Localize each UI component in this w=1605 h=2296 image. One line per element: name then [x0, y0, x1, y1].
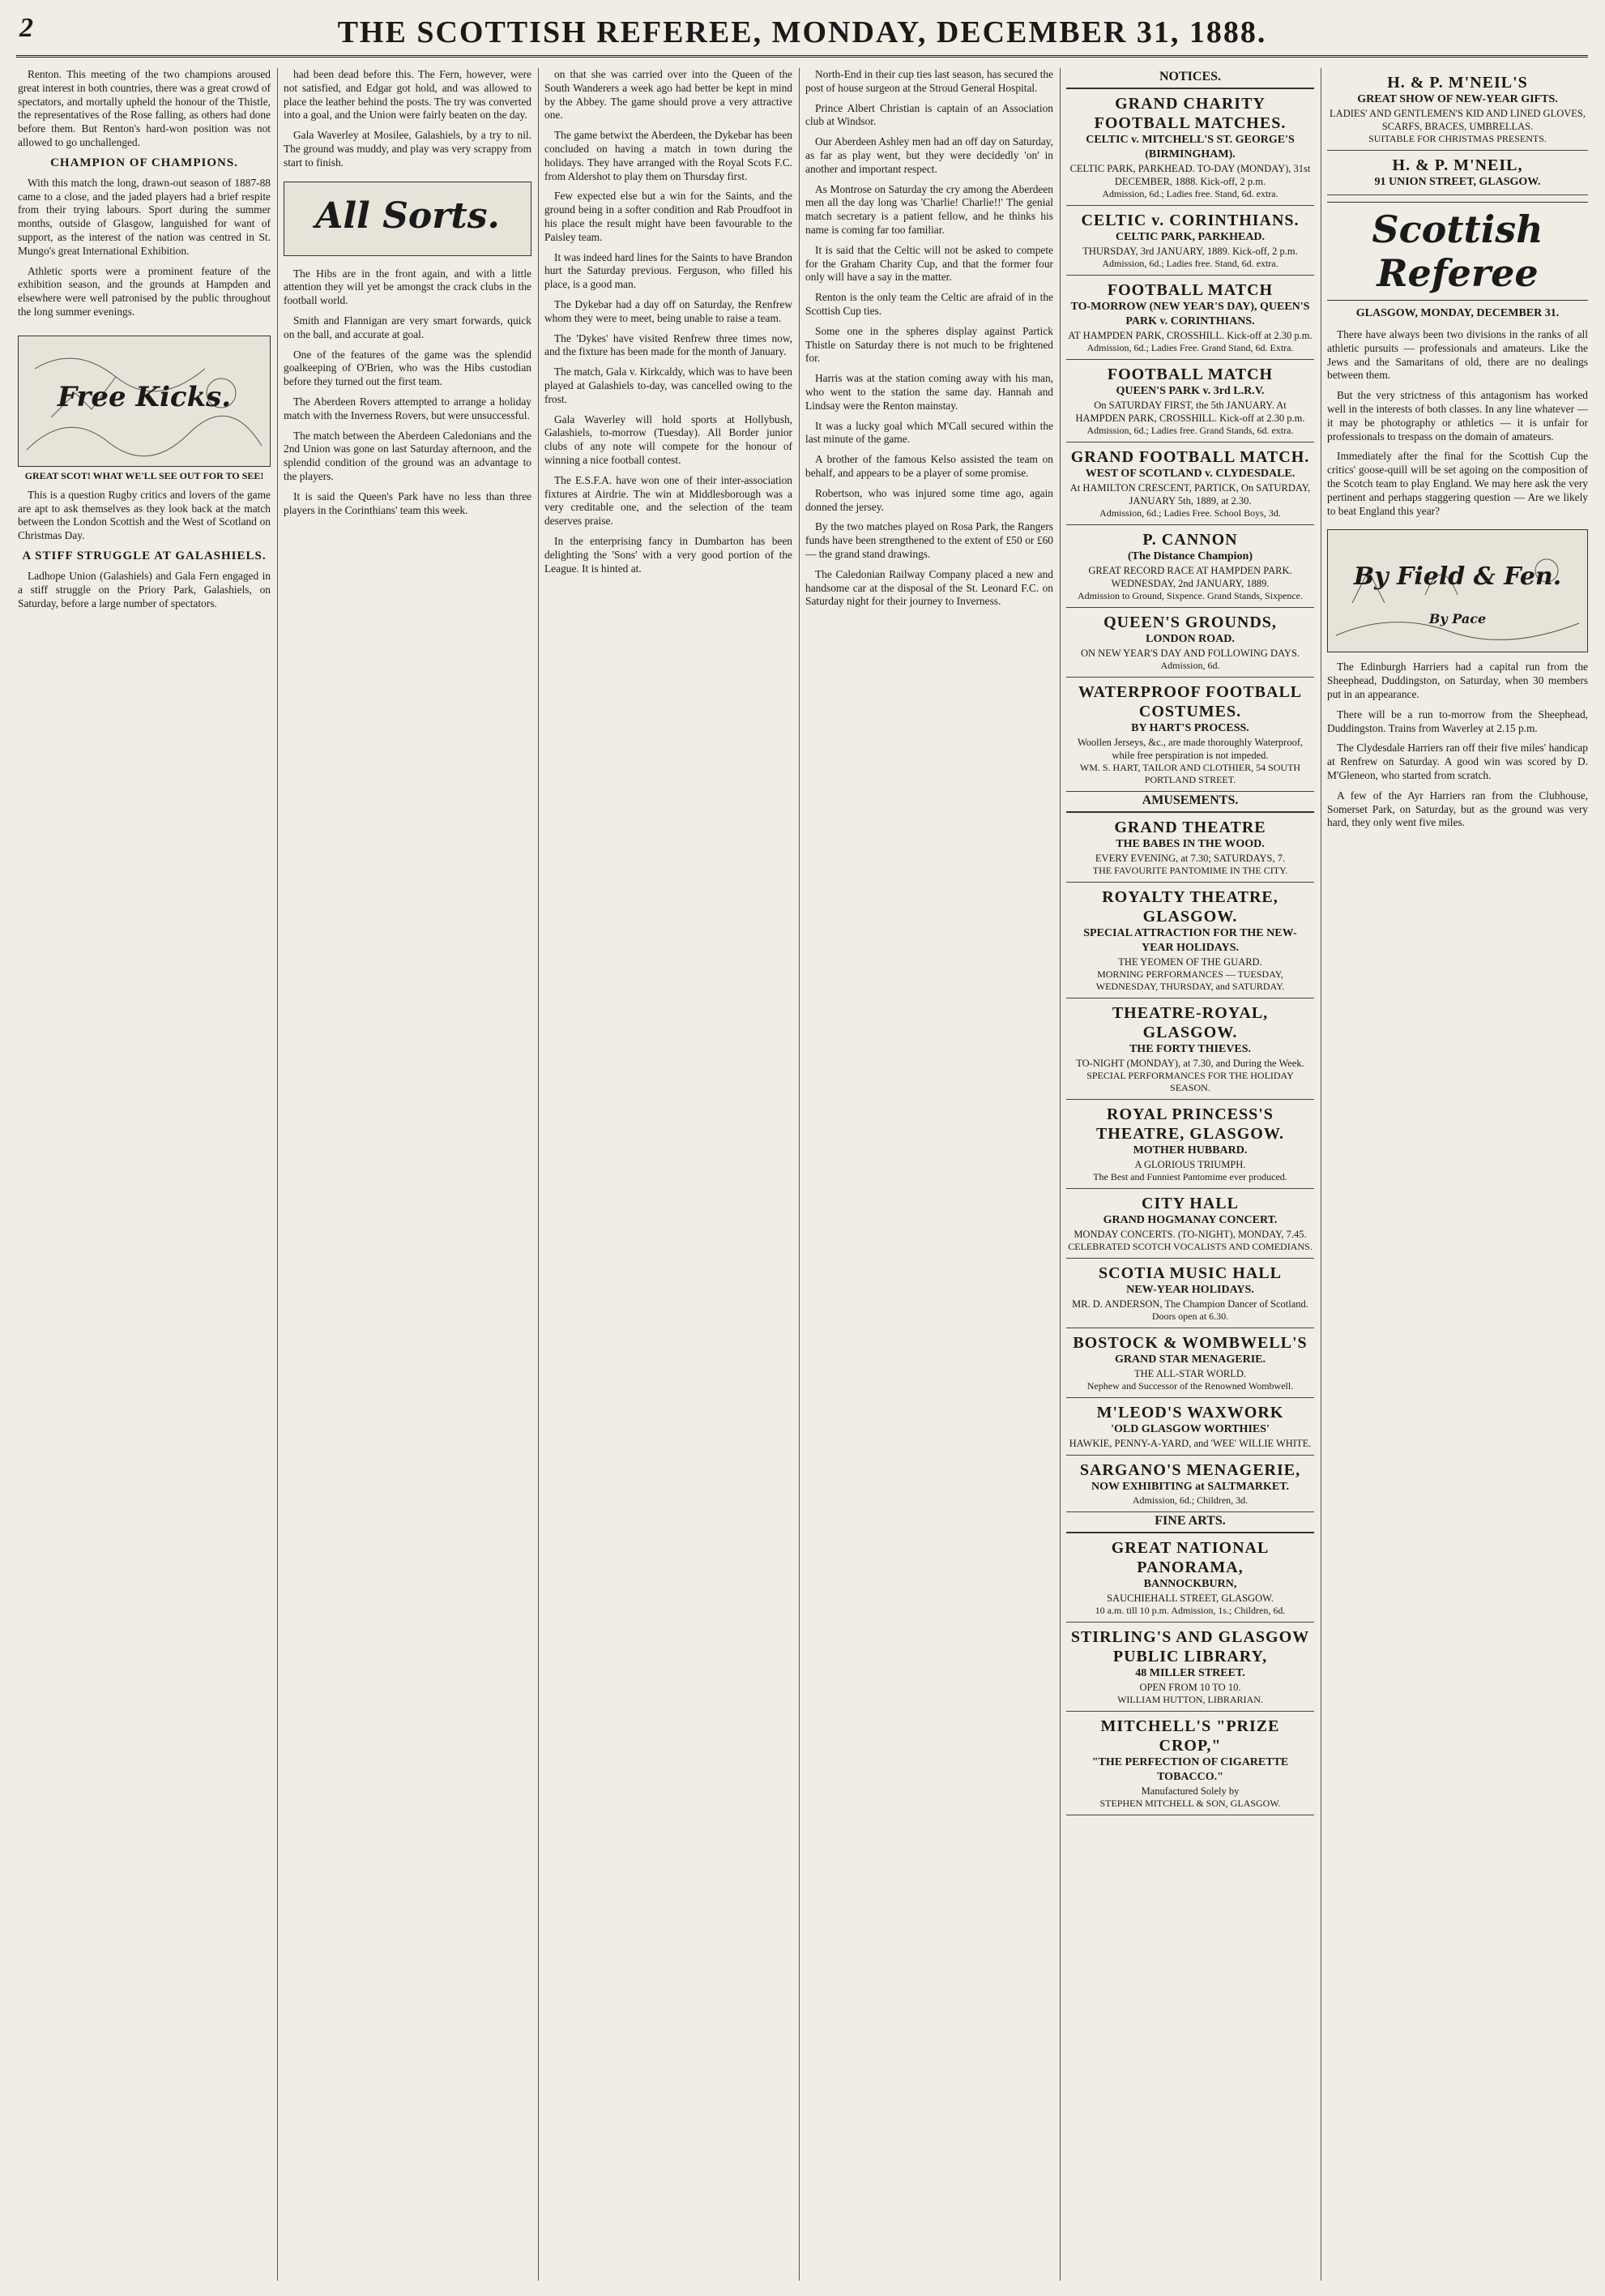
page-number: 2	[19, 13, 33, 43]
column-rule	[277, 68, 278, 2281]
article-paragraph: The Dykebar had a day off on Saturday, the Renfrew whom they were to meet, being unable to raise a team.	[544, 297, 792, 324]
ad-line-t3: Woollen Jerseys, &c., are made thoroughly Waterproof, while free perspiration is not impeded.	[1077, 737, 1304, 761]
advertisement	[1066, 206, 1314, 276]
ad-line-t2: 48 MILLER STREET.	[1135, 1667, 1245, 1679]
column-1	[18, 68, 271, 2281]
article-paragraph: This is a question Rugby critics and lovers of the game are apt to ask themselves as they look back at the match between the London Scottish and the West of Scotland on Christmas Day.	[18, 488, 271, 542]
article-paragraph: In the enterprising fancy in Dumbarton has been delighting the 'Sons' with a very good portion of the League. It is hinted at.	[544, 534, 792, 575]
advertisement	[1066, 883, 1314, 998]
ad-line-t2: GREAT SHOW OF NEW-YEAR GIFTS.	[1357, 93, 1558, 105]
article-paragraph: had been dead before this. The Fern, however, were not satisfied, and Edgar got hold, and was allowed to place the leather behind the posts. The try was converted into a goal, and the Union were fairly beaten on the day.	[284, 68, 531, 122]
ad-line-t1: FOOTBALL MATCH	[1107, 366, 1274, 383]
advertisement	[1066, 1259, 1314, 1328]
article-paragraph: By the two matches played on Rosa Park, the Rangers funds have been strengthened to the extent of £50 or £60 — the grand stand drawings.	[805, 520, 1053, 560]
ad-line-t4: WM. S. HART, TAILOR AND CLOTHIER, 54 SOUTH PORTLAND STREET.	[1079, 762, 1301, 785]
ad-line-t3: MONDAY CONCERTS. (TO-NIGHT), MONDAY, 7.45.	[1074, 1229, 1307, 1240]
article-paragraph: There will be a run to-morrow from the Sheephead, Duddingston. Trains from Waverley at 2.15 p.m.	[1327, 708, 1588, 734]
article-paragraph: Harris was at the station coming away with his man, who went to the station the same day. Hannah and Lindsay were the Renton mainstay.	[805, 372, 1053, 412]
advertisement	[1066, 608, 1314, 678]
article-paragraph: on that she was carried over into the Queen of the South Wanderers a week ago had better be kept in mind by the Abbey. The game should prove a very attractive one.	[544, 68, 792, 122]
advertisement	[1066, 1712, 1314, 1815]
article-paragraph: Ladhope Union (Galashiels) and Gala Fern engaged in a stiff struggle on the Priory Park, Galashiels, on Saturday, before a large number of spectators.	[18, 569, 271, 609]
fine-arts-list	[1066, 1533, 1314, 1815]
ad-line-t1: SCOTIA MUSIC HALL	[1099, 1264, 1282, 1282]
ad-line-t4: Admission, 6d.; Ladies Free. School Boys, 3d.	[1099, 507, 1281, 519]
leader-dateline: GLASGOW, MONDAY, DECEMBER 31.	[1355, 307, 1560, 319]
column-3	[544, 68, 792, 2281]
scottish-referee-brand: Scottish Referee	[1327, 202, 1588, 301]
article-paragraph: The 'Dykes' have visited Renfrew three times now, and the fixture has been made for the month of January.	[544, 331, 792, 358]
ad-line-t4: Admission, 6d.; Ladies free. Grand Stands, 6d. extra.	[1086, 425, 1294, 436]
article-subhead: A STIFF STRUGGLE AT GALASHIELS.	[22, 549, 267, 562]
masthead	[16, 10, 1588, 58]
illustration-caption: GREAT SCOT! WHAT WE'LL SEE OUT FOR TO SEE!	[24, 469, 264, 481]
ad-line-t4: WILLIAM HUTTON, LIBRARIAN.	[1117, 1694, 1263, 1705]
masthead-title: THE SCOTTISH REFEREE, MONDAY, DECEMBER 31, 1888.	[337, 15, 1267, 49]
column-2	[284, 68, 531, 2281]
ad-line-t2: GRAND STAR MENAGERIE.	[1114, 1353, 1266, 1366]
advertisement	[1066, 89, 1314, 206]
column-4	[805, 68, 1053, 2281]
ad-line-t1: GRAND FOOTBALL MATCH.	[1070, 448, 1310, 466]
ad-line-t3: MR. D. ANDERSON, The Champion Dancer of Scotland.	[1072, 1298, 1308, 1310]
ad-line-t3: LADIES' AND GENTLEMEN'S KID AND LINED GLOVES, SCARFS, BRACES, UMBRELLAS.	[1330, 108, 1586, 132]
article-paragraph: Gala Waverley will hold sports at Hollybush, Galashiels, to-morrow (Tuesday). All Border junior clubs of any note will compete for the honour of winning a nice football contest.	[544, 413, 792, 466]
advertisement	[1327, 151, 1588, 195]
ad-line-t1: ROYAL PRINCESS'S THEATRE, GLASGOW.	[1095, 1105, 1285, 1143]
ad-line-t1: QUEEN'S GROUNDS,	[1103, 614, 1277, 631]
advertisement	[1066, 1328, 1314, 1398]
article-paragraph: Some one in the spheres display against Partick Thistle on Saturday there is not much to be frightened for.	[805, 324, 1053, 365]
advertisement	[1066, 1533, 1314, 1623]
column-5-notices	[1066, 68, 1314, 2281]
ad-line-t2: "THE PERFECTION OF CIGARETTE TOBACCO."	[1091, 1756, 1289, 1783]
article-paragraph: It was a lucky goal which M'Call secured within the last minute of the game.	[805, 419, 1053, 446]
ad-line-t3: GREAT RECORD RACE AT HAMPDEN PARK. WEDNESDAY, 2nd JANUARY, 1889.	[1088, 565, 1292, 589]
article-paragraph: Robertson, who was injured some time ago, again donned the jersey.	[805, 486, 1053, 513]
ad-line-t1: SARGANO'S MENAGERIE,	[1079, 1461, 1301, 1479]
leader-paragraph: There have always been two divisions in the ranks of all athletic pursuits — professionals and amateurs. Like the Jews and the Samaritans of old, there are no dealings between them.	[1327, 328, 1588, 382]
ad-line-t3: SAUCHIEHALL STREET, GLASGOW.	[1107, 1593, 1274, 1604]
notices-list	[1066, 89, 1314, 792]
article-paragraph: With this match the long, drawn-out season of 1887-88 came to a close, and the jaded players had a brief respite from their trying labours. Sport during the summer months, outside of Glasgow, languished for want of support, as the interest of the nation was centred in St. Mungo's great International Exhibition.	[18, 176, 271, 257]
ad-line-t1: M'LEOD'S WAXWORK	[1096, 1404, 1284, 1422]
article-paragraph: Few expected else but a win for the Saints, and the ground being in a softer condition and Rab Proudfoot in his place the result might have been favourable to the Paisley team.	[544, 190, 792, 243]
ad-line-t2: 'OLD GLASGOW WORTHIES'	[1111, 1423, 1270, 1435]
article-paragraph: The match between the Aberdeen Caledonians and the 2nd Union was gone on last Saturday afternoon, and the splendid condition of the ground was an advantage to the players.	[284, 429, 531, 482]
article-paragraph: Smith and Flannigan are very smart forwards, quick on the ball, and accurate at goal.	[284, 314, 531, 340]
ad-line-t1: GREAT NATIONAL PANORAMA,	[1111, 1539, 1270, 1576]
ad-line-t4: Admission, 6d.; Ladies Free. Grand Stand, 6d. Extra.	[1086, 342, 1294, 353]
article-paragraph: Renton is the only team the Celtic are afraid of in the Scottish Cup ties.	[805, 291, 1053, 317]
ad-line-t3: CELTIC PARK, PARKHEAD. TO-DAY (MONDAY), 31st DECEMBER, 1888. Kick-off, 2 p.m.	[1069, 163, 1311, 187]
article-paragraph: Athletic sports were a prominent feature of the exhibition season, and the grounds at Hampden and elsewhere were well patronised by the public throughout the long summer evenings.	[18, 264, 271, 318]
ad-line-t2: (The Distance Champion)	[1127, 550, 1253, 562]
ad-line-t2: NEW-YEAR HOLIDAYS.	[1126, 1284, 1254, 1296]
article-paragraph: It was indeed hard lines for the Saints to have Brandon hurt the Saturday previous. Ferguson, who filled his place, is a good man.	[544, 250, 792, 291]
section-title: All Sorts.	[315, 195, 500, 237]
advertisement	[1066, 1189, 1314, 1259]
ad-line-t4: CELEBRATED SCOTCH VOCALISTS AND COMEDIANS.	[1068, 1241, 1313, 1252]
advertisement	[1066, 1398, 1314, 1456]
article-paragraph: The Hibs are in the front again, and with a little attention they will yet be amongst the crack clubs in the football world.	[284, 267, 531, 307]
article-paragraph: Our Aberdeen Ashley men had an off day on Saturday, as far as play went, but they were decidedly 'on' in another and important respect.	[805, 135, 1053, 175]
ad-line-t2: WEST OF SCOTLAND v. CLYDESDALE.	[1085, 468, 1296, 480]
ad-line-t4: Nephew and Successor of the Renowned Wombwell.	[1086, 1380, 1294, 1392]
ad-line-t1: P. CANNON	[1142, 531, 1238, 549]
ad-line-t3: A GLORIOUS TRIUMPH.	[1134, 1159, 1246, 1170]
article-paragraph: One of the features of the game was the splendid goalkeeping of O'Brien, who was the Hibs custodian before they turned out the first team.	[284, 348, 531, 388]
article-paragraph: North-End in their cup ties last season, has secured the post of house surgeon at the Stroud General Hospital.	[805, 68, 1053, 94]
article-paragraph: A brother of the famous Kelso assisted the team on behalf, and appears to be a player of some promise.	[805, 453, 1053, 479]
illustration-title: By Field & Fen.	[1353, 562, 1562, 592]
field-and-fen-illustration	[1327, 529, 1588, 652]
article-paragraph: A few of the Ayr Harriers ran from the Clubhouse, Somerset Park, on Saturday, but as the ground was very hard, they only went five miles.	[1327, 789, 1588, 829]
ad-line-t3: HAWKIE, PENNY-A-YARD, and 'WEE' WILLIE WHITE.	[1069, 1438, 1312, 1449]
advertisement	[1066, 443, 1314, 525]
ad-line-t4: Admission, 6d.	[1160, 660, 1220, 671]
ad-line-t2: TO-MORROW (NEW YEAR'S DAY), QUEEN'S PARK v. CORINTHIANS.	[1070, 301, 1310, 327]
ad-line-t4: Admission, 6d.; Ladies free. Stand, 6d. extra.	[1102, 258, 1278, 269]
article-paragraph: The Edinburgh Harriers had a capital run from the Sheephead, Duddingston, on Saturday, when 30 members put in an appearance.	[1327, 661, 1588, 700]
mneil-ads	[1327, 68, 1588, 195]
ad-line-t1: BOSTOCK & WOMBWELL'S	[1073, 1334, 1308, 1352]
ad-line-t4: Admission, 6d.; Ladies free. Stand, 6d. extra.	[1102, 188, 1278, 199]
ad-line-t1: H. & P. M'NEIL'S	[1387, 74, 1528, 92]
ad-line-t1: CELTIC v. CORINTHIANS.	[1081, 212, 1300, 229]
ad-line-t3: TO-NIGHT (MONDAY), at 7.30, and During the Week.	[1076, 1058, 1304, 1069]
amusements-list	[1066, 813, 1314, 1512]
advertisement	[1066, 998, 1314, 1100]
leader-paragraph: Immediately after the final for the Scottish Cup the critics' goose-quill will be set agoing on the composition of the Scotch team to play England. We may here ask the very pertinent and perhaps staggering question — Are we likely to beat England this year?	[1327, 450, 1588, 517]
ad-line-t4: 10 a.m. till 10 p.m. Admission, 1s.; Children, 6d.	[1095, 1605, 1286, 1616]
ad-line-t1: THEATRE-ROYAL, GLASGOW.	[1112, 1004, 1269, 1041]
advertisement	[1066, 1456, 1314, 1512]
advertisement	[1066, 1623, 1314, 1712]
article-paragraph: Renton. This meeting of the two champions aroused great interest in both countries, there was a great crowd of spectators, and mortally upheld the honour of the Thistle, the representatives of the Rose falling, as others had done before them. But Renton's hard-won position was not allowed to go unchallenged.	[18, 68, 271, 148]
advertisement	[1066, 1100, 1314, 1189]
ad-line-t2: THE FORTY THIEVES.	[1129, 1043, 1252, 1055]
ad-line-t2: BANNOCKBURN,	[1143, 1578, 1237, 1590]
ad-line-t3: EVERY EVENING, at 7.30; SATURDAYS, 7.	[1095, 853, 1286, 864]
ad-line-t2: 91 UNION STREET, GLASGOW.	[1374, 176, 1541, 188]
advertisement	[1066, 360, 1314, 443]
ad-line-t1: H. & P. M'NEIL,	[1392, 156, 1523, 174]
ad-line-t4: Admission to Ground, Sixpence. Grand Stands, Sixpence.	[1078, 590, 1303, 601]
leader-paragraph: But the very strictness of this antagonism has worked well in the interests of both classes. In any line whatever — it may be photography or athletics — it is unfair for professionals to trespass on the domain of amateurs.	[1327, 389, 1588, 443]
column-rule	[799, 68, 800, 2281]
article-paragraph: The Clydesdale Harriers ran off their five miles' handicap at Renfrew on Saturday. A good win was scored by D. M'Gleneon, who started from scratch.	[1327, 742, 1588, 781]
illustration-sketch	[1328, 530, 1587, 652]
ad-line-t2: BY HART'S PROCESS.	[1131, 722, 1249, 734]
ad-line-t3: Manufactured Solely by	[1141, 1785, 1240, 1797]
ad-line-t4: THE FAVOURITE PANTOMIME IN THE CITY.	[1092, 865, 1288, 876]
advertisement	[1066, 525, 1314, 608]
ad-line-t4: STEPHEN MITCHELL & SON, GLASGOW.	[1099, 1798, 1281, 1809]
article-paragraph: Gala Waverley at Mosilee, Galashiels, by a try to nil. The ground was muddy, and play was very scrappy from start to finish.	[284, 129, 531, 169]
article-paragraph: The match, Gala v. Kirkcaldy, which was to have been played at Galashiels to-day, was cancelled owing to the frost.	[544, 366, 792, 405]
article-paragraph: It is said that the Celtic will not be asked to compete for the Graham Charity Cup, and that the former four only will have a say in the matter.	[805, 243, 1053, 284]
advertisement	[1066, 678, 1314, 792]
article-subhead: CHAMPION OF CHAMPIONS.	[50, 156, 238, 169]
free-kicks-illustration	[18, 336, 271, 467]
article-paragraph: It is said the Queen's Park have no less than three players in the Corinthians' team this week.	[284, 490, 531, 516]
illustration-byline: By Pace	[1428, 611, 1487, 627]
fine-arts-heading: FINE ARTS.	[1066, 1512, 1314, 1533]
advertisement	[1066, 276, 1314, 360]
notices-heading: NOTICES.	[1066, 68, 1314, 89]
ad-line-t1: MITCHELL'S "PRIZE CROP,"	[1100, 1717, 1280, 1755]
ad-line-t3: OPEN FROM 10 TO 10.	[1139, 1682, 1241, 1693]
ad-line-t2: QUEEN'S PARK v. 3rd L.R.V.	[1116, 385, 1265, 397]
advertisement	[1327, 68, 1588, 151]
ad-line-t1: ROYALTY THEATRE, GLASGOW.	[1102, 888, 1278, 926]
ad-line-t2: MOTHER HUBBARD.	[1133, 1144, 1248, 1157]
ad-line-t4: SUITABLE FOR CHRISTMAS PRESENTS.	[1368, 133, 1547, 144]
ad-line-t4: MORNING PERFORMANCES — TUESDAY, WEDNESDAY, THURSDAY, and SATURDAY.	[1095, 968, 1285, 992]
column-rule	[538, 68, 539, 2281]
ad-line-t2: CELTIC PARK, PARKHEAD.	[1115, 231, 1266, 243]
ad-line-t4: SPECIAL PERFORMANCES FOR THE HOLIDAY SEASON.	[1086, 1070, 1294, 1093]
ad-line-t3: At HAMILTON CRESCENT, PARTICK, On SATURDAY, JANUARY 5th, 1889, at 2.30.	[1069, 482, 1311, 507]
ad-line-t3: THURSDAY, 3rd JANUARY, 1889. Kick-off, 2 p.m.	[1082, 246, 1298, 257]
article-paragraph: The Aberdeen Rovers attempted to arrange a holiday match with the Inverness Rovers, but were unsuccessful.	[284, 395, 531, 421]
ad-line-t3: THE YEOMEN OF THE GUARD.	[1118, 956, 1262, 968]
ad-line-t4: The Best and Funniest Pantomime ever produced.	[1093, 1171, 1287, 1182]
ad-line-t1: CITY HALL	[1142, 1195, 1239, 1212]
article-paragraph: The Caledonian Railway Company placed a new and handsome car at the disposal of the St. Leonard F.C. on Saturday night for their journey to Inverness.	[805, 567, 1053, 608]
ad-line-t1: FOOTBALL MATCH	[1107, 281, 1274, 299]
ad-line-t2: THE BABES IN THE WOOD.	[1116, 838, 1265, 850]
article-paragraph: The E.S.F.A. have won one of their inter-association fixtures at Airdrie. The win at Middlesborough was a very creditable one, and the selection of the team deserves praise.	[544, 473, 792, 528]
article-paragraph: As Montrose on Saturday the cry among the Aberdeen men all the day long was 'Charlie! Charlie!!' The genial match secretary is a patient fellow, and he thinks his name is coming far too familiar.	[805, 182, 1053, 236]
advertisement	[1066, 813, 1314, 883]
ad-line-t3: AT HAMPDEN PARK, CROSSHILL. Kick-off at 2.30 p.m.	[1068, 330, 1313, 341]
ad-line-t1: WATERPROOF FOOTBALL COSTUMES.	[1078, 683, 1303, 720]
ad-line-t1: GRAND THEATRE	[1114, 819, 1266, 836]
ad-line-t1: STIRLING'S AND GLASGOW PUBLIC LIBRARY,	[1070, 1628, 1310, 1665]
ad-line-t3: THE ALL-STAR WORLD.	[1134, 1368, 1246, 1379]
ad-line-t2: LONDON ROAD.	[1146, 633, 1235, 645]
ad-line-t3: On SATURDAY FIRST, the 5th JANUARY. At HAMPDEN PARK, CROSSHILL. Kick-off at 2.30 p.m.	[1075, 400, 1305, 424]
ad-line-t1: GRAND CHARITY FOOTBALL MATCHES.	[1094, 95, 1287, 132]
column-rule	[1060, 68, 1061, 2281]
ad-line-t2: NOW EXHIBITING at SALTMARKET.	[1091, 1481, 1289, 1493]
ad-line-t4: Doors open at 6.30.	[1151, 1310, 1229, 1322]
amusements-heading: AMUSEMENTS.	[1066, 792, 1314, 813]
ad-line-t2: CELTIC v. MITCHELL'S ST. GEORGE'S (BIRMINGHAM).	[1086, 134, 1295, 160]
column-6-leader	[1327, 68, 1588, 2281]
ad-line-t2: GRAND HOGMANAY CONCERT.	[1103, 1214, 1278, 1226]
ad-line-t3: ON NEW YEAR'S DAY AND FOLLOWING DAYS.	[1081, 648, 1300, 659]
article-paragraph: Prince Albert Christian is captain of an Association club at Windsor.	[805, 101, 1053, 128]
ad-line-t2: SPECIAL ATTRACTION FOR THE NEW-YEAR HOLIDAYS.	[1083, 927, 1297, 954]
article-paragraph: The game betwixt the Aberdeen, the Dykebar has been concluded on having a match in town during the holidays. They have arranged with the Royal Scots F.C. from Aldershot to play them on Thursday first.	[544, 129, 792, 182]
ad-line-t4: Admission, 6d.; Children, 3d.	[1132, 1494, 1249, 1506]
illustration-title: Free Kicks.	[57, 380, 232, 413]
all-sorts-heading-art	[284, 182, 531, 256]
